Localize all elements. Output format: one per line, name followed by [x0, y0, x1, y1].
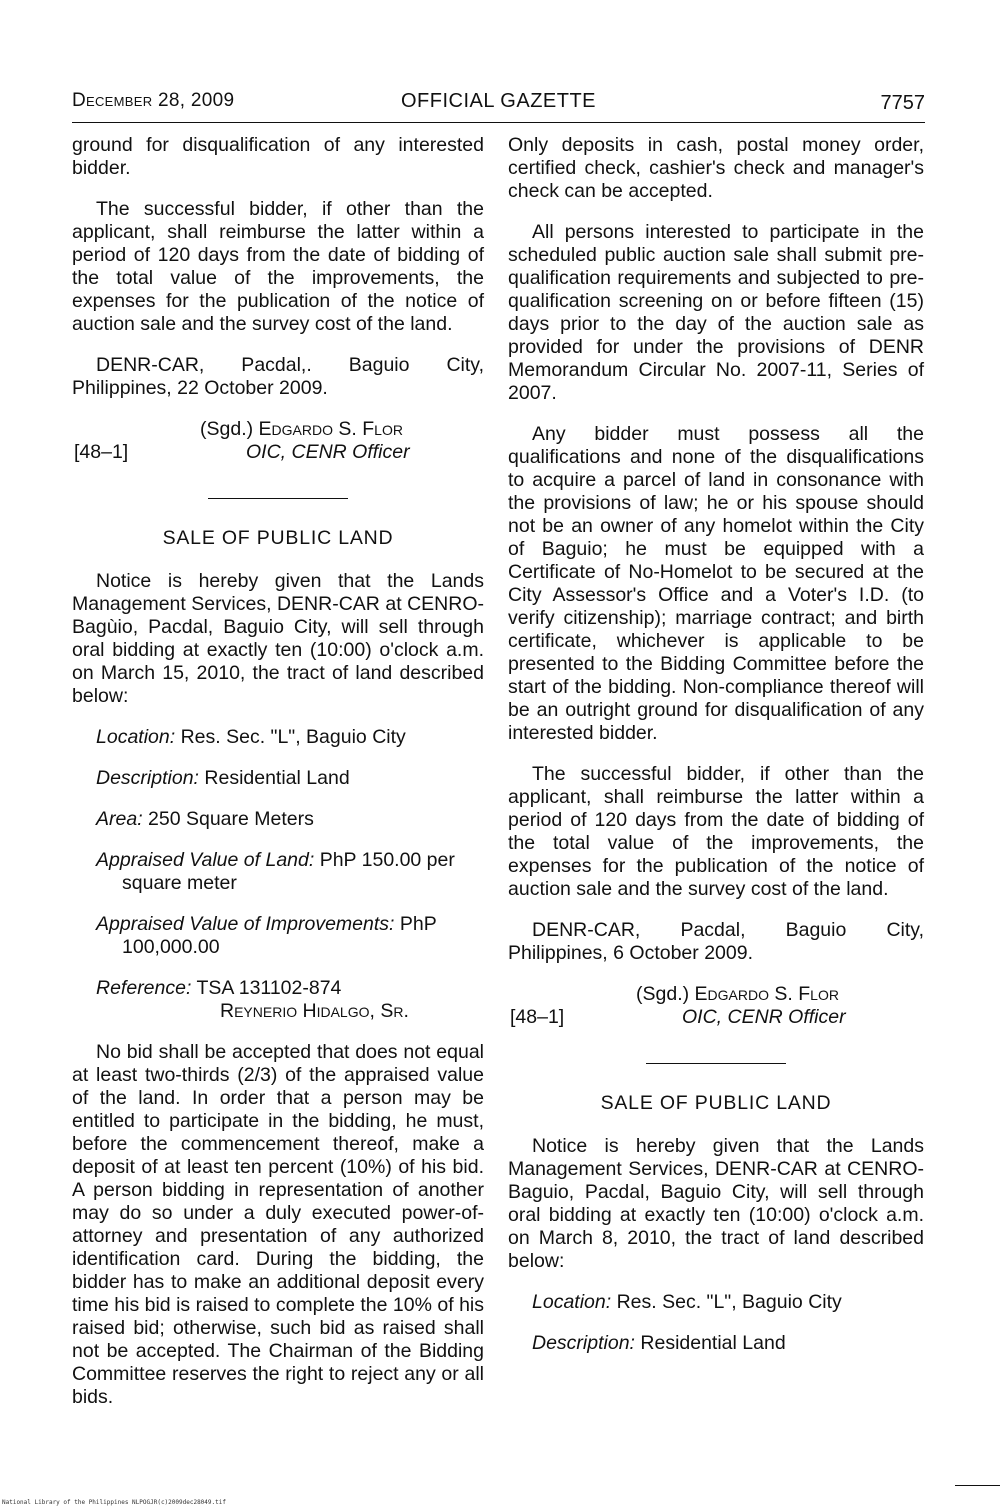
field-area — [96, 808, 484, 831]
field-value: PhP 100,000.00 — [122, 913, 437, 958]
field-description — [96, 767, 484, 790]
sgd-mark: (Sgd.) — [636, 983, 690, 1005]
field-value: Residential Land — [640, 1332, 786, 1354]
reimburse-paragraph: The successful bidder, if other than the applicant, shall reimburse the latter within a period of 120 days from the date of bidding of the total value of the improvements, the expenses for the publication of the notice of auction sale and the survey cost of the land. — [72, 198, 484, 335]
header-title: OFFICIAL GAZETTE — [400, 90, 597, 112]
field-label: Reference: — [96, 977, 192, 999]
reference-code: [48–1] — [510, 1006, 565, 1028]
field-label: Location: — [532, 1291, 612, 1313]
signatory-line — [636, 983, 839, 1006]
signatory-office: OIC, CENR Officer — [682, 1006, 846, 1028]
continued-paragraph: ground for disqualification of any interested bidder. — [72, 134, 484, 179]
claimant-name: Reynerio Hidalgo, Sr. — [220, 1000, 409, 1022]
field-value: Res. Sec. "L", Baguio City — [616, 1291, 842, 1313]
reimburse-paragraph: The successful bidder, if other than the applicant, shall reimburse the latter within a period of 120 days from the date of bidding of the total value of the improvements, the expenses for the publication of the notice of auction sale and the survey cost of the land. — [508, 763, 924, 900]
signatory-name: Edgardo S. Flor — [694, 983, 839, 1005]
field-label: Description: — [532, 1332, 635, 1354]
field-value: TSA 131102-874 — [196, 977, 342, 999]
header-page-number: 7757 — [880, 92, 925, 114]
sgd-mark: (Sgd.) — [200, 418, 254, 440]
field-label: Description: — [96, 767, 199, 789]
field-value: 250 Square Meters — [148, 808, 314, 830]
signature-block — [72, 418, 484, 472]
signature-block — [508, 983, 924, 1037]
field-label: Appraised Value of Improvements: — [96, 913, 395, 935]
reference-code: [48–1] — [74, 441, 129, 463]
qualifications-paragraph: Any bidder must possess all the qualifications and none of the disqualifications to acquire a parcel of land in consonance with the provisions of law; he or his spouse should not be an owner of any homelot within the City of Baguio; he must be equipped with a Certificate of No-Homelot to be secured at the City Assessor's Office and a Voter's I.D. (to verify citizenship); marriage contract; and birth certificate, whichever is applicable to be presented to the Bidding Committee before the start of the bidding. Non-compliance thereof will be an outright ground for disqualification of any interested bidder. — [508, 423, 924, 744]
section-title: SALE OF PUBLIC LAND — [600, 1092, 832, 1114]
field-value: PhP 150.00 per square meter — [122, 849, 455, 894]
left-column — [72, 134, 484, 1427]
field-location — [532, 1291, 924, 1314]
field-value: Residential Land — [204, 767, 350, 789]
deposits-paragraph: Only deposits in cash, postal money order, certified check, cashier's check and manager's check can be accepted. — [508, 134, 924, 202]
field-label: Location: — [96, 726, 176, 748]
field-label: Area: — [96, 808, 143, 830]
field-improvements-value — [96, 913, 484, 959]
notice-paragraph: Notice is hereby given that the Lands Management Services, DENR-CAR at CENRO-Baguio, Pacdal, Baguio City, will sell through oral bidding at exactly ten (10:00) o'clock a.m. on March 8, 2010, the tract of land described below: — [508, 1135, 924, 1272]
notice-paragraph: Notice is hereby given that the Lands Management Services, DENR-CAR at CENRO-Bagùio, Pacdal, Baguio City, will sell through oral bidding at exactly ten (10:00) o'clock a.m. on March 15, 2010, the tract of land described below: — [72, 570, 484, 707]
signatory-name: Edgardo S. Flor — [258, 418, 403, 440]
right-column — [508, 134, 924, 1373]
signatory-line — [200, 418, 403, 441]
place-date: DENR-CAR, Pacdal, Baguio City, Philippines, 6 October 2009. — [508, 919, 924, 964]
field-land-value — [96, 849, 484, 895]
page-header — [72, 90, 925, 120]
scan-footer: National Library of the Philippines NLPOGJR(c)2009dec28049.tif — [2, 1499, 226, 1506]
field-location — [96, 726, 484, 749]
field-description — [532, 1332, 924, 1355]
place-date: DENR-CAR, Pacdal,. Baguio City, Philippines, 22 October 2009. — [72, 354, 484, 399]
field-value: Res. Sec. "L", Baguio City — [180, 726, 406, 748]
field-label: Appraised Value of Land: — [96, 849, 315, 871]
section-title: SALE OF PUBLIC LAND — [162, 527, 394, 549]
header-rule — [72, 122, 925, 123]
prequalification-paragraph: All persons interested to participate in the scheduled public auction sale shall submit pre-qualification requirements and subjected to pre-qualification screening on or before fifteen (15) days prior to the day of the auction sale as provided for under the provisions of DENR Memorandum Circular No. 2007-11, Series of 2007. — [508, 221, 924, 404]
section-divider — [208, 498, 348, 499]
field-reference — [96, 977, 484, 1023]
header-date: December 28, 2009 — [72, 90, 235, 111]
bid-rules-paragraph: No bid shall be accepted that does not equal at least two-thirds (2/3) of the appraised value of the land. In order that a person may be entitled to participate in the bidding, he must, before the commencement thereof, make a deposit of at least ten percent (10%) of his bid. A person bidding in representation of another may do so under a duly executed power-of-attorney and presentation of any authorized identification card. During the bidding, the bidder has to make an additional deposit every time his bid is raised to complete the 10% of his raised bid; otherwise, such bid as raised shall not be accepted. The Chairman of the Bidding Committee reserves the right to reject any or all bids. — [72, 1041, 484, 1408]
footer-rule — [955, 1485, 1000, 1486]
signatory-office: OIC, CENR Officer — [246, 441, 410, 463]
section-divider — [646, 1063, 786, 1064]
